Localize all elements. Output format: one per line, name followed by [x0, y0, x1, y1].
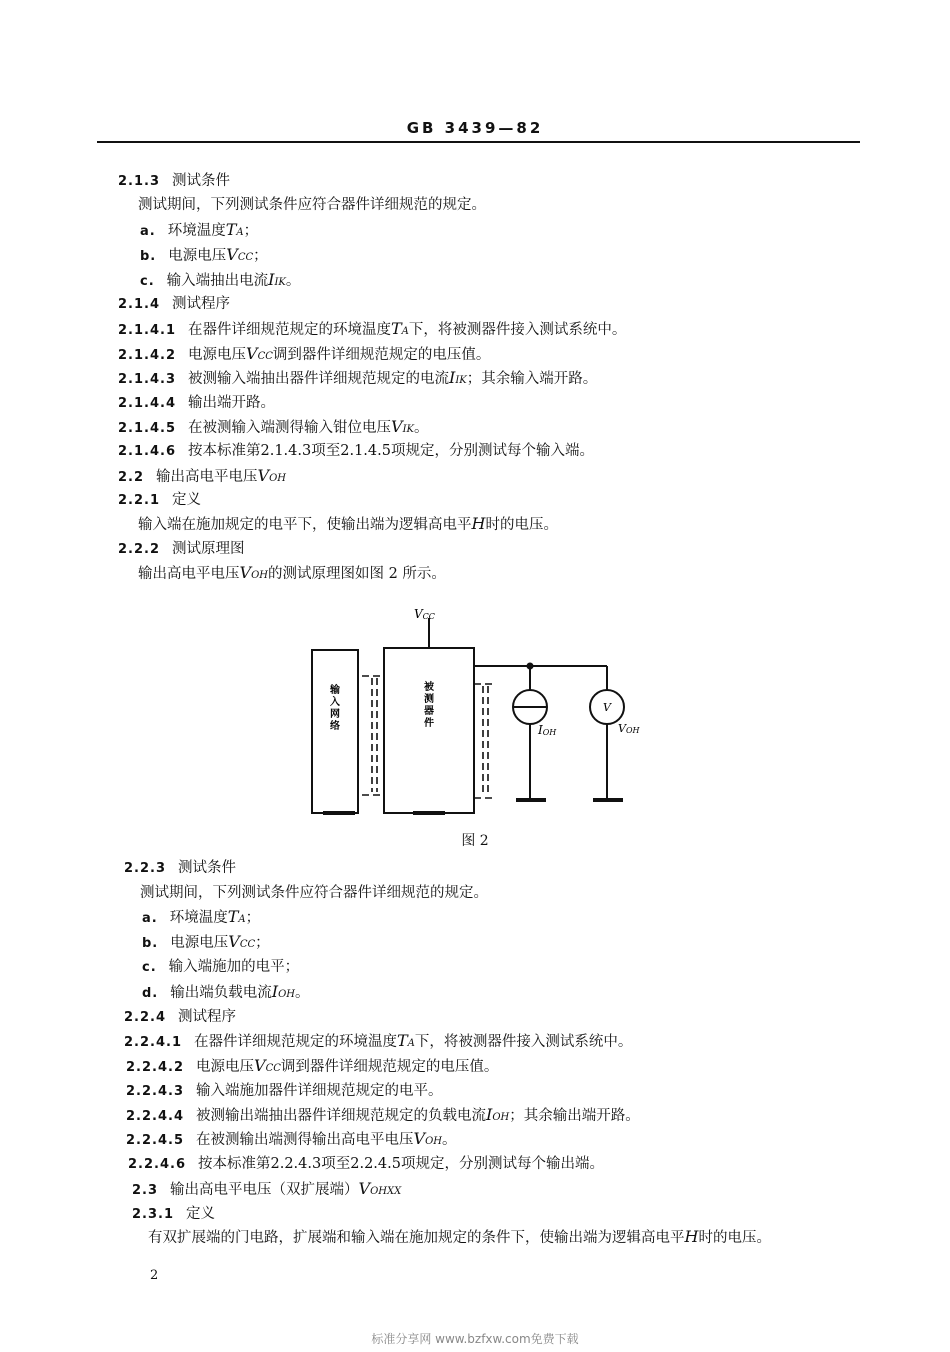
list-item-b: b. 电源电压VCC； — [142, 932, 270, 951]
dut-box — [384, 648, 474, 813]
list-item-c: c. 输入端施加的电平； — [142, 959, 300, 975]
list-item-d: d. 输出端负载电流IOH。 — [142, 982, 310, 1001]
list-item-a: a. 环境温度TA； — [140, 220, 259, 239]
svg-text:入: 入 — [330, 697, 340, 708]
section-2-1-3-heading: 2.1.3 测试条件 — [118, 173, 231, 189]
list-item-b: b. 电源电压VCC； — [140, 245, 268, 264]
section-2-3-heading: 2.3 输出高电平电压（双扩展端）VOHXX — [132, 1179, 402, 1198]
figure-caption: 图 2 — [461, 833, 489, 849]
section-2-2-4-heading: 2.2.4 测试程序 — [124, 1009, 237, 1025]
step-2-2-4-5: 2.2.4.5 在被测输出端测得输出高电平电压VOH。 — [126, 1129, 457, 1148]
voh-label: VOH — [618, 722, 640, 735]
section-2-2-3-heading: 2.2.3 测试条件 — [124, 860, 237, 876]
svg-text:络: 络 — [330, 721, 340, 732]
junction-dot — [527, 663, 534, 670]
step-2-2-4-3: 2.2.4.3 输入端施加器件详细规范规定的电平。 — [126, 1083, 443, 1099]
svg-text:件: 件 — [424, 718, 434, 729]
section-2-2-1-body: 输入端在施加规定的电平下，使输出端为逻辑高电平H时的电压。 — [138, 514, 558, 533]
section-2-3-1-heading: 2.3.1 定义 — [132, 1206, 216, 1222]
header-rule — [97, 141, 860, 143]
step-2-2-4-2: 2.2.4.2 电源电压VCC调到器件详细规范规定的电压值。 — [126, 1056, 499, 1075]
step-2-1-4-5: 2.1.4.5 在被测输入端测得输入钳位电压VIK。 — [118, 417, 429, 436]
section-2-2-2-heading: 2.2.2 测试原理图 — [118, 541, 245, 557]
page-number: 2 — [150, 1268, 159, 1283]
svg-text:网: 网 — [330, 709, 340, 720]
section-2-1-3-intro: 测试期间，下列测试条件应符合器件详细规范的规定。 — [138, 197, 486, 213]
input-network-label — [329, 683, 340, 732]
list-item-c: c. 输入端抽出电流IIK。 — [140, 270, 301, 289]
section-2-2-heading: 2.2 输出高电平电压VOH — [118, 466, 287, 485]
step-2-1-4-2: 2.1.4.2 电源电压VCC调到器件详细规范规定的电压值。 — [118, 344, 491, 363]
test-circuit-diagram — [300, 600, 660, 815]
voltmeter-label: V — [603, 701, 611, 714]
section-2-2-2-body: 输出高电平电压VOH的测试原理图如图 2 所示。 — [138, 563, 446, 582]
svg-text:器: 器 — [424, 706, 434, 717]
ground-bar-dut — [413, 811, 445, 815]
step-2-1-4-6: 2.1.4.6 按本标准第2.1.4.3项至2.1.4.5项规定，分别测试每个输入端。 — [118, 443, 594, 459]
step-2-1-4-4: 2.1.4.4 输出端开路。 — [118, 395, 275, 411]
section-2-1-4-heading: 2.1.4 测试程序 — [118, 296, 231, 312]
watermark: 标准分享网 www.bzfxw.com免费下载 — [371, 1332, 579, 1346]
svg-text:被: 被 — [424, 682, 434, 693]
ground-bar-voltmeter — [593, 798, 623, 802]
dut-label — [423, 680, 435, 729]
step-2-1-4-1: 2.1.4.1 在器件详细规范规定的环境温度TA下，将被测器件接入测试系统中。 — [118, 319, 627, 338]
step-2-2-4-4: 2.2.4.4 被测输出端抽出器件详细规范规定的负载电流IOH；其余输出端开路。 — [126, 1105, 640, 1124]
ground-bar-current-source — [516, 798, 546, 802]
ground-bar-input — [323, 811, 355, 815]
section-2-2-1-heading: 2.2.1 定义 — [118, 492, 202, 508]
document-header: GB 3439—82 — [406, 119, 544, 137]
svg-text:测: 测 — [424, 694, 434, 705]
svg-text:输: 输 — [330, 685, 340, 696]
section-2-2-3-intro: 测试期间，下列测试条件应符合器件详细规范的规定。 — [140, 885, 488, 901]
ioh-label: IOH — [538, 723, 557, 737]
step-2-1-4-3: 2.1.4.3 被测输入端抽出器件详细规范规定的电流IIK；其余输入端开路。 — [118, 368, 598, 387]
list-item-a: a. 环境温度TA； — [142, 907, 261, 926]
step-2-2-4-1: 2.2.4.1 在器件详细规范规定的环境温度TA下，将被测器件接入测试系统中。 — [124, 1031, 633, 1050]
step-2-2-4-6: 2.2.4.6 按本标准第2.2.4.3项至2.2.4.5项规定，分别测试每个输出端。 — [128, 1156, 604, 1172]
vcc-label: VCC — [414, 607, 435, 621]
section-2-3-1-body: 有双扩展端的门电路，扩展端和输入端在施加规定的条件下，使输出端为逻辑高电平H时的电压。 — [148, 1227, 771, 1246]
